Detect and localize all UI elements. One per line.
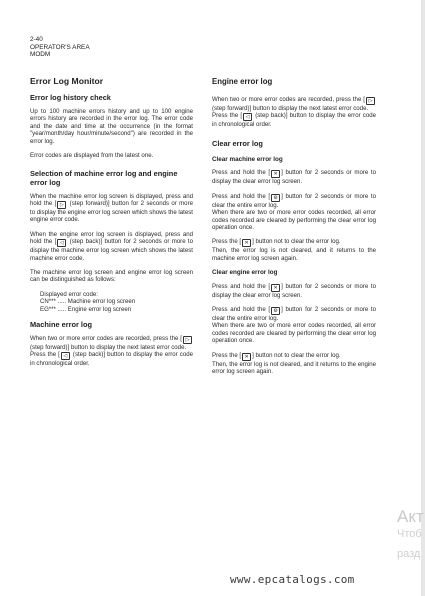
footer-url: www.epcatalogs.com [230,573,355,586]
left-column [30,78,193,368]
clear-engine-paragraph-3: Press the [ ✕ ] button not to clear the error log. Then, the error log is not cleared, and it returns to the engine error log screen again. [212,351,376,376]
step-back-icon: ◁ [243,113,252,121]
step-forward-icon: ▷ [366,97,375,105]
step-forward-icon: ▷ [57,201,66,209]
watermark-line-2: Чтоб [397,528,422,540]
step-forward-icon: ▷ [183,336,192,344]
page-header [30,36,90,59]
selection-paragraph-1: When the machine error log screen is displayed, press and hold the [ ▷ (step forward)] button for 2 seconds or more to display the engine error log screen which shows the latest engine error code. [30,192,193,224]
history-heading: Error log history check [30,93,111,103]
codes-block [40,291,193,313]
watermark-line-1: Акт [397,507,424,526]
right-column [212,78,376,383]
settings-gear-icon: ⚙ [271,307,280,315]
page-title: Error Log Monitor [30,76,104,86]
section-title: OPERATOR'S AREA [30,43,90,51]
machine-log-heading: Machine error log [30,320,93,330]
clear-engine-paragraph-1: Press and hold the [ ✕ ] button for 2 seconds or more to display the clear error log screen. [212,282,376,299]
step-back-icon: ◁ [57,239,66,247]
clear-machine-paragraph-2: Press and hold the [ ⚙ ] button for 2 seconds or more to clear the entire error log. When there are two or more error codes recorded, all error codes recorded are cleared by performing the clear error log operation once. [212,192,376,232]
clear-machine-paragraph-3: Press the [ ✕ ] button not to clear the error log. Then, the error log is not cleared, and it returns to the machine error log screen again. [212,238,376,262]
machine-log-paragraph: When two or more error codes are recorded, press the [ ▷ (step forward)] button to display the next latest error code. Press the [ ◁ (step back)] button to display the error code in chronological order. [30,334,193,368]
engine-log-paragraph: When two or more error codes are recorded, press the [ ▷ (step forward)] button to display the next latest error code. Press the [ ◁ (step back)] button to display the error code in chronological order. [212,95,376,128]
code-cn: CN*** ..... Machine error log screen [40,298,136,306]
selection-paragraph-2: When the engine error log screen is displayed, press and hold the [ ◁ (step back)] button for 2 seconds or more to display the machine error log screen which shows the latest machine error code. [30,230,194,262]
codes-label: Displayed error code: [40,290,98,298]
history-paragraph-1: Up to 100 machine errors history and up to 100 engine errors history are recorded in the error log. The error code and the date and time at the occurrence (in the format "year/month/day hour/minute/second") are recorded in the error log. [30,108,193,145]
clear-engine-paragraph-2: Press and hold the [ ⚙ ] button for 2 seconds or more to clear the entire error log. When there are two or more error codes recorded, all error codes recorded are cleared by performing the clear error log operation once. [212,306,376,345]
clear-machine-paragraph-1: Press and hold the [ ✕ ] button for 2 seconds or more to display the clear error log screen. [212,169,376,186]
engine-log-heading: Engine error log [212,77,273,86]
cancel-x-icon: ✕ [271,284,280,292]
subsection-title: MODM [30,51,51,59]
history-paragraph-2: Error codes are displayed from the latest one. [30,152,154,160]
page-number: 2-40 [30,36,43,43]
clear-machine-heading: Clear machine error log [212,156,283,163]
selection-heading: Selection of machine error log and engine error log [30,169,178,188]
clear-log-heading: Clear error log [212,139,263,149]
clear-engine-heading: Clear engine error log [212,269,278,277]
watermark-line-3: разд [397,548,421,560]
settings-gear-icon: ⚙ [271,194,280,202]
selection-paragraph-3: The machine error log screen and engine error log screen can be distinguished as follows: [30,269,193,284]
cancel-x-icon: ✕ [242,353,251,361]
code-eg: EG*** ..... Engine error log screen [40,305,132,313]
cancel-x-icon: ✕ [242,239,251,247]
cancel-x-icon: ✕ [271,170,280,178]
step-back-icon: ◁ [61,352,70,360]
